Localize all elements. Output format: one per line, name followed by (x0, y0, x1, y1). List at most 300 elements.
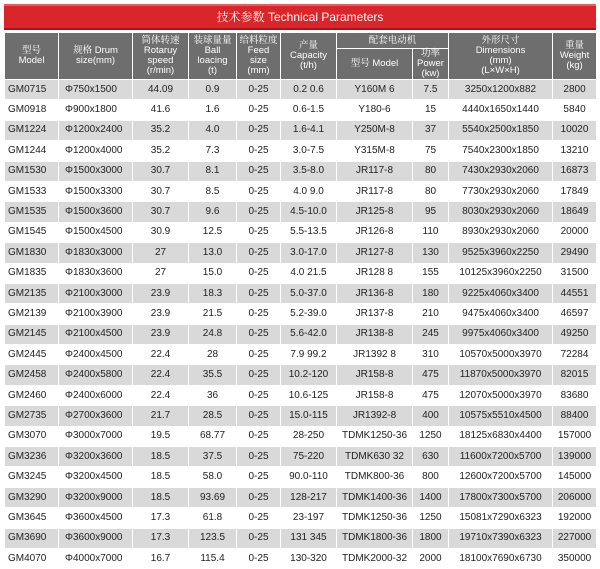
cell-dimensions: 3250x1200x882 (449, 80, 553, 100)
header-model (5, 33, 59, 80)
cell-power: 630 (413, 447, 449, 467)
cell-drum-size: Φ2400x4500 (59, 345, 133, 365)
cell-speed: 27 (133, 243, 189, 263)
cell-motor-model: JR117-8 (337, 161, 413, 181)
cell-feed-size: 0-25 (237, 243, 281, 263)
cell-dimensions: 7540x2300x1850 (449, 141, 553, 161)
cell-feed-size: 0-25 (237, 263, 281, 283)
cell-speed: 41.6 (133, 100, 189, 120)
cell-drum-size: Φ750x1500 (59, 80, 133, 100)
cell-drum-size: Φ1500x3600 (59, 202, 133, 222)
cell-drum-size: Φ1200x2400 (59, 120, 133, 140)
cell-feed-size: 0-25 (237, 467, 281, 487)
cell-motor-model: JR1392 8 (337, 345, 413, 365)
table-row (5, 324, 597, 344)
cell-power: 245 (413, 324, 449, 344)
cell-dimensions: 11870x5000x3970 (449, 365, 553, 385)
table-row (5, 141, 597, 161)
cell-dimensions: 5540x2500x1850 (449, 120, 553, 140)
cell-power: 7.5 (413, 80, 449, 100)
cell-weight: 31500 (553, 263, 597, 283)
cell-power: 75 (413, 141, 449, 161)
cell-feed-size: 0-25 (237, 181, 281, 201)
cell-speed: 21.7 (133, 406, 189, 426)
cell-feed-size: 0-25 (237, 120, 281, 140)
cell-model: GM1224 (5, 120, 59, 140)
cell-ball-loading: 15.0 (189, 263, 237, 283)
cell-motor-model: Y315M-8 (337, 141, 413, 161)
cell-weight: 49250 (553, 324, 597, 344)
table-row (5, 304, 597, 324)
cell-speed: 23.9 (133, 304, 189, 324)
header-model-en: Model (18, 55, 45, 66)
cell-speed: 18.5 (133, 447, 189, 467)
cell-ball-loading: 0.9 (189, 80, 237, 100)
header-motor-model: 型号 Model (337, 49, 413, 80)
header-capacity-cn: 产量 (298, 40, 318, 51)
cell-model: GM1830 (5, 243, 59, 263)
header-speed-en2: speed (147, 55, 174, 66)
cell-motor-model: Y160M 6 (337, 80, 413, 100)
cell-ball-loading: 4.0 (189, 120, 237, 140)
cell-power: 37 (413, 120, 449, 140)
cell-ball-loading: 13.0 (189, 243, 237, 263)
cell-ball-loading: 28.5 (189, 406, 237, 426)
header-power-cn: 功率 (421, 48, 441, 59)
cell-model: GM0918 (5, 100, 59, 120)
cell-speed: 35.2 (133, 120, 189, 140)
cell-speed: 22.4 (133, 345, 189, 365)
cell-capacity: 15.0-115 (281, 406, 337, 426)
cell-drum-size: Φ2100x4500 (59, 324, 133, 344)
cell-capacity: 130-320 (281, 548, 337, 568)
cell-motor-model: JR127-8 (337, 243, 413, 263)
cell-ball-loading: 115.4 (189, 548, 237, 568)
cell-drum-size: Φ3200x4500 (59, 467, 133, 487)
cell-weight: 16873 (553, 161, 597, 181)
cell-power: 1250 (413, 508, 449, 528)
cell-dimensions: 9975x4060x3400 (449, 324, 553, 344)
cell-feed-size: 0-25 (237, 508, 281, 528)
cell-capacity: 5.6-42.0 (281, 324, 337, 344)
cell-model: GM1835 (5, 263, 59, 283)
table-row (5, 181, 597, 201)
cell-capacity: 5.2-39.0 (281, 304, 337, 324)
cell-motor-model: JR158-8 (337, 385, 413, 405)
table-row (5, 447, 597, 467)
cell-model: GM1244 (5, 141, 59, 161)
table-row (5, 406, 597, 426)
table-row (5, 508, 597, 528)
cell-model: GM3645 (5, 508, 59, 528)
cell-weight: 139000 (553, 447, 597, 467)
cell-drum-size: Φ1200x4000 (59, 141, 133, 161)
cell-dimensions: 12070x5000x3970 (449, 385, 553, 405)
header-feed-cn: 给料粒度 (239, 35, 278, 46)
cell-model: GM3236 (5, 447, 59, 467)
cell-weight: 72284 (553, 345, 597, 365)
cell-dimensions: 10125x3960x2250 (449, 263, 553, 283)
header-drum-line2: size(mm) (75, 55, 116, 66)
cell-model: GM3290 (5, 487, 59, 507)
cell-power: 95 (413, 202, 449, 222)
cell-weight: 29490 (553, 243, 597, 263)
cell-dimensions: 18125x6830x4400 (449, 426, 553, 446)
cell-ball-loading: 24.8 (189, 324, 237, 344)
cell-speed: 30.7 (133, 202, 189, 222)
cell-ball-loading: 68.77 (189, 426, 237, 446)
header-ball-unit: (t) (208, 65, 217, 76)
cell-speed: 18.5 (133, 487, 189, 507)
cell-feed-size: 0-25 (237, 304, 281, 324)
cell-drum-size: Φ1830x3600 (59, 263, 133, 283)
cell-drum-size: Φ3000x7000 (59, 426, 133, 446)
cell-ball-loading: 36 (189, 385, 237, 405)
cell-weight: 192000 (553, 508, 597, 528)
cell-power: 2000 (413, 548, 449, 568)
cell-power: 400 (413, 406, 449, 426)
cell-weight: 145000 (553, 467, 597, 487)
table-row (5, 426, 597, 446)
cell-capacity: 128-217 (281, 487, 337, 507)
cell-motor-model: JR128 8 (337, 263, 413, 283)
cell-dimensions: 15081x7290x6323 (449, 508, 553, 528)
table-row (5, 365, 597, 385)
cell-dimensions: 9225x4060x3400 (449, 283, 553, 303)
table-row (5, 80, 597, 100)
cell-ball-loading: 7.3 (189, 141, 237, 161)
cell-model: GM1535 (5, 202, 59, 222)
cell-speed: 22.4 (133, 365, 189, 385)
cell-motor-model: JR1392-8 (337, 406, 413, 426)
cell-model: GM2460 (5, 385, 59, 405)
header-speed-cn: 筒体转速 (141, 35, 180, 46)
cell-motor-model: JR125-8 (337, 202, 413, 222)
cell-motor-model: JR158-8 (337, 365, 413, 385)
table-row (5, 385, 597, 405)
table-row (5, 120, 597, 140)
cell-dimensions: 12600x7200x5700 (449, 467, 553, 487)
table-row (5, 548, 597, 568)
cell-ball-loading: 37.5 (189, 447, 237, 467)
cell-weight: 5840 (553, 100, 597, 120)
table-body (5, 80, 597, 569)
cell-power: 1250 (413, 426, 449, 446)
table-row (5, 345, 597, 365)
cell-power: 1400 (413, 487, 449, 507)
cell-capacity: 4.0 9.0 (281, 181, 337, 201)
cell-capacity: 3.5-8.0 (281, 161, 337, 181)
cell-speed: 16.7 (133, 548, 189, 568)
cell-drum-size: Φ3200x9000 (59, 487, 133, 507)
cell-weight: 88400 (553, 406, 597, 426)
table-row (5, 528, 597, 548)
cell-speed: 17.3 (133, 528, 189, 548)
cell-dimensions: 7430x2930x2060 (449, 161, 553, 181)
cell-weight: 17849 (553, 181, 597, 201)
cell-dimensions: 8930x2930x2060 (449, 222, 553, 242)
cell-motor-model: Y250M-8 (337, 120, 413, 140)
cell-power: 475 (413, 385, 449, 405)
cell-capacity: 75-220 (281, 447, 337, 467)
cell-model: GM1545 (5, 222, 59, 242)
cell-power: 80 (413, 181, 449, 201)
cell-feed-size: 0-25 (237, 80, 281, 100)
header-speed (133, 33, 189, 80)
cell-speed: 18.5 (133, 467, 189, 487)
table-row (5, 467, 597, 487)
header-dimensions-lwh: (L×W×H) (481, 65, 520, 76)
cell-power: 130 (413, 243, 449, 263)
cell-capacity: 5.5-13.5 (281, 222, 337, 242)
cell-motor-model: JR126-8 (337, 222, 413, 242)
cell-drum-size: Φ2100x3000 (59, 283, 133, 303)
cell-dimensions: 17800x7300x5700 (449, 487, 553, 507)
cell-speed: 27 (133, 263, 189, 283)
cell-power: 110 (413, 222, 449, 242)
cell-drum-size: Φ1500x4500 (59, 222, 133, 242)
header-drum-size (59, 33, 133, 80)
cell-capacity: 90.0-110 (281, 467, 337, 487)
cell-motor-model: TDMK630 32 (337, 447, 413, 467)
header-power-unit: (kw) (421, 68, 440, 79)
cell-ball-loading: 61.8 (189, 508, 237, 528)
cell-power: 80 (413, 161, 449, 181)
cell-dimensions: 4440x1650x1440 (449, 100, 553, 120)
table-row (5, 202, 597, 222)
cell-weight: 157000 (553, 426, 597, 446)
cell-feed-size: 0-25 (237, 141, 281, 161)
cell-power: 800 (413, 467, 449, 487)
cell-ball-loading: 123.5 (189, 528, 237, 548)
cell-dimensions: 9525x3960x2250 (449, 243, 553, 263)
table-title: 技术参数 Technical Parameters (4, 4, 596, 30)
cell-drum-size: Φ2100x3900 (59, 304, 133, 324)
cell-ball-loading: 58.0 (189, 467, 237, 487)
cell-speed: 22.4 (133, 385, 189, 405)
cell-speed: 30.7 (133, 161, 189, 181)
cell-speed: 23.9 (133, 324, 189, 344)
header-dimensions (449, 33, 553, 80)
cell-weight: 10020 (553, 120, 597, 140)
cell-drum-size: Φ1500x3300 (59, 181, 133, 201)
header-speed-unit: (r/min) (146, 65, 175, 76)
cell-dimensions: 8030x2930x2060 (449, 202, 553, 222)
cell-capacity: 4.0 21.5 (281, 263, 337, 283)
cell-drum-size: Φ1830x3000 (59, 243, 133, 263)
cell-capacity: 1.6-4.1 (281, 120, 337, 140)
cell-feed-size: 0-25 (237, 161, 281, 181)
header-power (413, 49, 449, 80)
cell-ball-loading: 12.5 (189, 222, 237, 242)
cell-feed-size: 0-25 (237, 222, 281, 242)
cell-speed: 35.2 (133, 141, 189, 161)
cell-feed-size: 0-25 (237, 447, 281, 467)
cell-power: 310 (413, 345, 449, 365)
table-row (5, 222, 597, 242)
cell-weight: 13210 (553, 141, 597, 161)
cell-speed: 17.3 (133, 508, 189, 528)
cell-motor-model: TDMK1800-36 (337, 528, 413, 548)
cell-weight: 18649 (553, 202, 597, 222)
cell-ball-loading: 21.5 (189, 304, 237, 324)
cell-capacity: 7.9 99.2 (281, 345, 337, 365)
cell-weight: 206000 (553, 487, 597, 507)
header-capacity-en: Capacity (290, 50, 327, 61)
cell-drum-size: Φ900x1800 (59, 100, 133, 120)
cell-capacity: 28-250 (281, 426, 337, 446)
header-weight-en: Weight (559, 50, 590, 61)
cell-motor-model: TDMK1250-36 (337, 426, 413, 446)
header-weight-unit: (kg) (566, 60, 583, 71)
cell-speed: 30.9 (133, 222, 189, 242)
cell-ball-loading: 8.5 (189, 181, 237, 201)
table-row (5, 243, 597, 263)
cell-weight: 83680 (553, 385, 597, 405)
cell-feed-size: 0-25 (237, 528, 281, 548)
cell-drum-size: Φ3600x9000 (59, 528, 133, 548)
table-row (5, 263, 597, 283)
cell-feed-size: 0-25 (237, 100, 281, 120)
cell-feed-size: 0-25 (237, 365, 281, 385)
cell-motor-model: TDMK800-36 (337, 467, 413, 487)
header-weight (553, 33, 597, 80)
header-weight-cn: 重量 (565, 40, 585, 51)
cell-weight: 350000 (553, 548, 597, 568)
table-row (5, 161, 597, 181)
cell-power: 155 (413, 263, 449, 283)
cell-motor-model: JR138-8 (337, 324, 413, 344)
cell-speed: 44.09 (133, 80, 189, 100)
cell-power: 475 (413, 365, 449, 385)
header-ball-en1: Ball (204, 45, 221, 56)
header-capacity-unit: (t/h) (300, 60, 317, 71)
cell-ball-loading: 9.6 (189, 202, 237, 222)
cell-weight: 2800 (553, 80, 597, 100)
cell-drum-size: Φ2400x6000 (59, 385, 133, 405)
cell-drum-size: Φ2400x5800 (59, 365, 133, 385)
cell-feed-size: 0-25 (237, 345, 281, 365)
cell-feed-size: 0-25 (237, 283, 281, 303)
cell-feed-size: 0-25 (237, 324, 281, 344)
cell-ball-loading: 93.69 (189, 487, 237, 507)
cell-drum-size: Φ3600x4500 (59, 508, 133, 528)
cell-model: GM0715 (5, 80, 59, 100)
cell-model: GM3245 (5, 467, 59, 487)
cell-power: 1800 (413, 528, 449, 548)
cell-ball-loading: 8.1 (189, 161, 237, 181)
table-row (5, 283, 597, 303)
header-dimensions-cn: 外形尺寸 (481, 35, 520, 46)
cell-speed: 23.9 (133, 283, 189, 303)
cell-weight: 44551 (553, 283, 597, 303)
cell-feed-size: 0-25 (237, 487, 281, 507)
cell-drum-size: Φ2700x3600 (59, 406, 133, 426)
header-ball-loading (189, 33, 237, 80)
cell-drum-size: Φ1500x3000 (59, 161, 133, 181)
cell-capacity: 3.0-17.0 (281, 243, 337, 263)
header-dimensions-unit: (mm) (489, 55, 512, 66)
cell-capacity: 23-197 (281, 508, 337, 528)
cell-speed: 19.5 (133, 426, 189, 446)
cell-motor-model: TDMK1400-36 (337, 487, 413, 507)
cell-capacity: 3.0-7.5 (281, 141, 337, 161)
cell-dimensions: 11600x7200x5700 (449, 447, 553, 467)
cell-feed-size: 0-25 (237, 202, 281, 222)
cell-motor-model: TDMK2000-32 (337, 548, 413, 568)
cell-weight: 82015 (553, 365, 597, 385)
cell-capacity: 5.0-37.0 (281, 283, 337, 303)
cell-capacity: 10.6-125 (281, 385, 337, 405)
cell-model: GM1533 (5, 181, 59, 201)
cell-capacity: 10.2-120 (281, 365, 337, 385)
table-header (5, 33, 597, 80)
cell-weight: 227000 (553, 528, 597, 548)
cell-dimensions: 19710x7390x6323 (449, 528, 553, 548)
cell-dimensions: 9475x4060x3400 (449, 304, 553, 324)
cell-feed-size: 0-25 (237, 385, 281, 405)
cell-ball-loading: 35.5 (189, 365, 237, 385)
cell-feed-size: 0-25 (237, 426, 281, 446)
cell-dimensions: 18100x7690x6730 (449, 548, 553, 568)
cell-model: GM1530 (5, 161, 59, 181)
cell-drum-size: Φ4000x7000 (59, 548, 133, 568)
header-feed-unit: (mm) (247, 65, 270, 76)
cell-motor-model: JR137-8 (337, 304, 413, 324)
cell-capacity: 0.6-1.5 (281, 100, 337, 120)
header-capacity (281, 33, 337, 80)
cell-capacity: 131 345 (281, 528, 337, 548)
cell-weight: 46597 (553, 304, 597, 324)
cell-motor-model: Y180-6 (337, 100, 413, 120)
header-feed-size (237, 33, 281, 80)
cell-power: 180 (413, 283, 449, 303)
technical-parameters-table (4, 32, 597, 569)
cell-model: GM2135 (5, 283, 59, 303)
table-row (5, 487, 597, 507)
header-speed-en1: Rotaruy (143, 45, 178, 56)
cell-model: GM2445 (5, 345, 59, 365)
header-dimensions-en: Dimensions (475, 45, 526, 56)
cell-model: GM3070 (5, 426, 59, 446)
cell-dimensions: 10575x5510x4500 (449, 406, 553, 426)
cell-capacity: 0.2 0.6 (281, 80, 337, 100)
cell-model: GM3690 (5, 528, 59, 548)
cell-feed-size: 0-25 (237, 548, 281, 568)
header-feed-en1: Feed (247, 45, 270, 56)
header-motor-group: 配套电动机 (337, 33, 449, 49)
cell-ball-loading: 28 (189, 345, 237, 365)
cell-model: GM2735 (5, 406, 59, 426)
cell-model: GM2145 (5, 324, 59, 344)
cell-motor-model: JR117-8 (337, 181, 413, 201)
header-model-cn: 型号 (21, 45, 41, 56)
cell-dimensions: 7730x2930x2060 (449, 181, 553, 201)
cell-power: 15 (413, 100, 449, 120)
table-row (5, 100, 597, 120)
header-feed-en2: size (250, 55, 267, 66)
cell-model: GM4070 (5, 548, 59, 568)
cell-dimensions: 10570x5000x3970 (449, 345, 553, 365)
header-power-en: Power (417, 58, 444, 69)
cell-speed: 30.7 (133, 181, 189, 201)
cell-model: GM2458 (5, 365, 59, 385)
cell-motor-model: TDMK1250-36 (337, 508, 413, 528)
cell-model: GM2139 (5, 304, 59, 324)
cell-weight: 20000 (553, 222, 597, 242)
header-ball-en2: loacing (197, 55, 228, 66)
cell-ball-loading: 18.3 (189, 283, 237, 303)
